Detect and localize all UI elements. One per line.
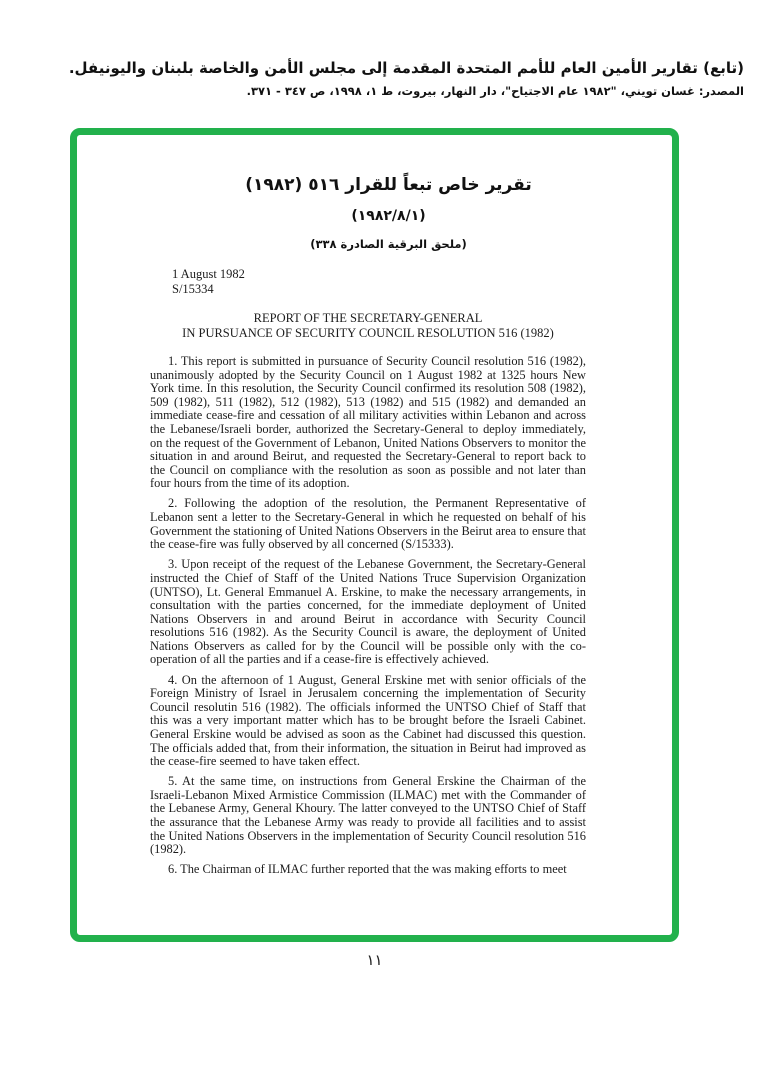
report-paragraph-2: 2. Following the adoption of the resolution, the Permanent Representative of Lebanon sent a letter to the Secretary-General in which he requested on behalf of his Government the stationing of United Nations Observers in the Beirut area to ensure that the cease-fire was fully observed by all concerned (S/15333).	[150, 496, 586, 552]
report-paragraph-5: 5. At the same time, on instructions from General Erskine the Chairman of the Israeli-Lebanon Mixed Armistice Commission (ILMAC) met with the Commander of the Lebanese Army, General Khoury. The latter conveyed to the UNTSO Chief of Staff the assurance that the Lebanese Army was ready to provide all facilities and to assist the United Nations Observers in the implementation of Security Council resolution 516 (1982).	[150, 774, 586, 857]
arabic-report-title: تقرير خاص تبعاً للقرار ٥١٦ (١٩٨٢)	[245, 175, 532, 195]
arabic-report-date: (١٩٨٢/٨/١)	[351, 208, 426, 224]
header-series-title: (تابع) تقارير الأمين العام للأمم المتحدة المقدمة إلى مجلس الأمن والخاصة بلبنان واليونيفل.	[68, 59, 744, 77]
report-paragraph-1: 1. This report is submitted in pursuance of Security Council resolution 516 (1982), unanimously adopted by the Security Council on 1 August 1982 at 1325 hours New York time. In this resolution, the Security Council confirmed its resolution 508 (1982), 509 (1982), 511 (1982), 512 (1982), 513 (1982) and 515 (1982) and demanded an immediate cease-fire and cessation of all military activities within Lebanon and across the Lebanese/Israeli border, authorized the Secretary-General to deploy immediately, on the request of the Government of Lebanon, United Nations Observers to monitor the situation in and around Beirut, and requested the Secretary-General to report back to the Council on compliance with the resolution as soon as possible and not later than four hours from the time of its adoption.	[150, 354, 586, 491]
report-body	[150, 355, 586, 877]
report-title-line-2: IN PURSUANCE OF SECURITY COUNCIL RESOLUTION 516 (1982)	[182, 325, 554, 340]
document-meta	[172, 267, 672, 296]
report-title	[150, 311, 586, 340]
report-paragraph-4: 4. On the afternoon of 1 August, General Erskine met with senior officials of the Foreign Ministry of Israel in Jerusalem concerning the implementation of Security Council resolutin 516 (1982). The officials informed the UNTSO Chief of Staff that this was a very important matter which has to be brought before the Israeli Cabinet. General Erskine would be advised as soon as the Cabinet had discussed this question. The officials added that, from their information, the situation in Beirut had improved as the cease-fire seemed to have taken effect.	[150, 672, 586, 769]
header-source-citation: المصدر: غسان تويني، "١٩٨٢ عام الاجتياح"، دار النهار، بيروت، ط ١، ١٩٩٨، ص ٣٤٧ - ٣٧١.	[246, 84, 744, 98]
document-date: 1 August 1982	[172, 267, 245, 281]
arabic-attribution-header	[40, 58, 744, 100]
page-number: ١١	[366, 951, 383, 969]
report-paragraph-3: 3. Upon receipt of the request of the Lebanese Government, the Secretary-General instructed the Chief of Staff of the United Nations Truce Supervision Organization (UNTSO), Lt. General Emmanuel A. Erskine, to make the necessary arrangements, in consultation with the parties concerned, for the immediate deployment of United Nations Observers in and around Beirut in accordance with Security Council resolutions 516 (1982). As the Security Council is aware, the deployment of United Nations Observers as called for by the Council will be possible only with the co-operation of all the parties and if a cease-fire is effectively achieved.	[150, 557, 586, 667]
report-title-line-1: REPORT OF THE SECRETARY-GENERAL	[253, 311, 483, 325]
document-symbol: S/15334	[172, 281, 214, 296]
report-paragraph-6: 6. The Chairman of ILMAC further reported that the was making efforts to meet	[168, 862, 567, 877]
arabic-title-block	[91, 173, 686, 252]
arabic-annex-note: (ملحق البرقية الصادرة ٣٣٨)	[310, 237, 467, 251]
document-frame	[70, 128, 679, 942]
